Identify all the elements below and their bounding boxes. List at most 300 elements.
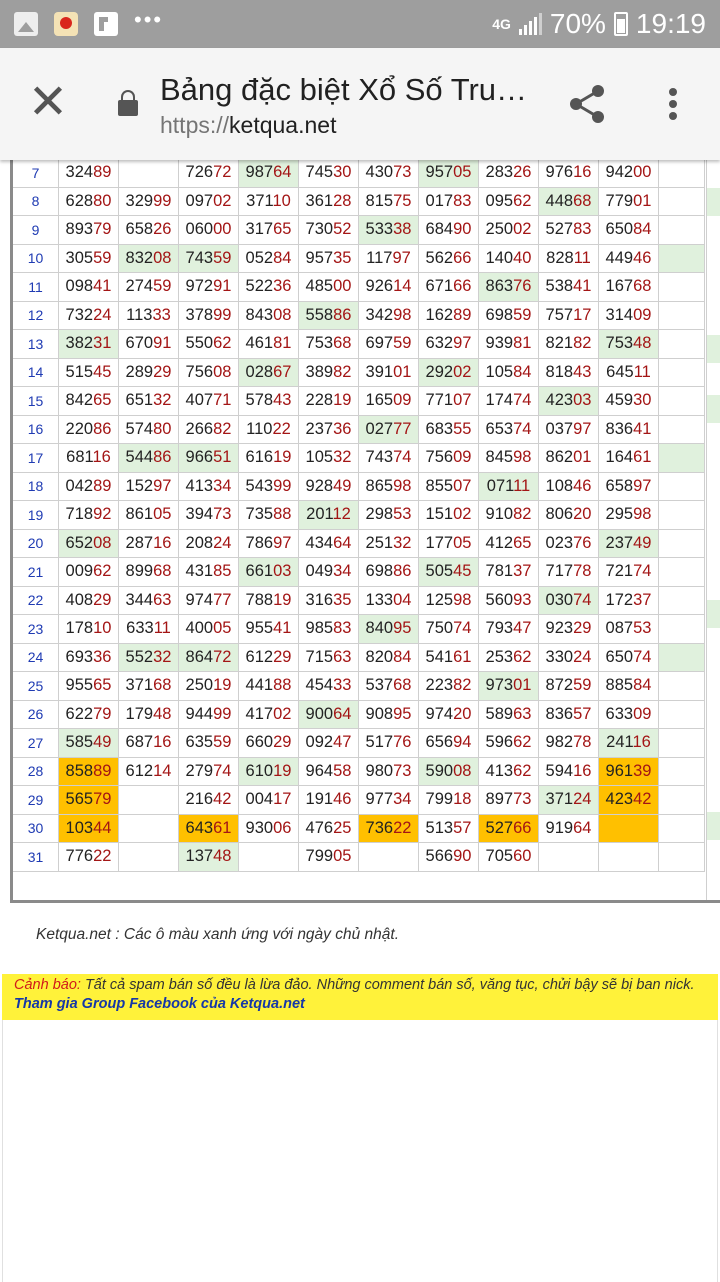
table-frame-left	[10, 158, 13, 903]
result-head-digits: 872	[545, 676, 574, 695]
result-cell	[119, 358, 179, 387]
result-tail-digits: 63	[333, 647, 352, 666]
result-cell	[239, 501, 299, 530]
result-cell	[239, 529, 299, 558]
result-cell	[599, 159, 659, 188]
result-tail-digits: 65	[513, 533, 532, 552]
result-cell	[479, 330, 539, 359]
result-head-digits: 944	[185, 704, 214, 723]
result-head-digits: 371	[545, 790, 574, 809]
result-tail-digits: 41	[273, 619, 292, 638]
day-number: 19	[13, 501, 59, 530]
result-cell	[179, 558, 239, 587]
result-head-digits: 756	[185, 362, 214, 381]
result-head-digits: 179	[125, 704, 154, 723]
result-tail-digits: 80	[153, 419, 172, 438]
result-cell	[479, 159, 539, 188]
result-head-digits: 596	[485, 733, 514, 752]
warning-message: Tất cả spam bán số đều là lừa đảo. Những comment bán số, văng tục, chửi bậy sẽ bị ban nick.	[80, 977, 695, 993]
result-cell	[299, 444, 359, 473]
result-cell	[59, 387, 119, 416]
result-cell	[539, 330, 599, 359]
result-tail-digits: 37	[513, 562, 532, 581]
result-cell	[299, 387, 359, 416]
result-head-digits: 004	[245, 790, 274, 809]
table-row	[13, 843, 705, 872]
result-head-digits: 201	[306, 505, 333, 524]
result-tail-digits: 62	[93, 562, 112, 581]
result-tail-digits: 49	[633, 533, 652, 552]
result-head-digits: 565	[65, 790, 94, 809]
result-tail-digits: 48	[633, 334, 652, 353]
table-row	[13, 700, 705, 729]
result-cell	[299, 244, 359, 273]
result-head-digits: 541	[425, 647, 454, 666]
clock: 19:19	[635, 8, 706, 39]
day-number: 24	[13, 643, 59, 672]
result-tail-digits: 01	[393, 362, 412, 381]
app-notification-icon	[54, 12, 78, 36]
result-cell	[599, 415, 659, 444]
result-head-digits: 220	[65, 419, 94, 438]
next-column-cell	[707, 812, 720, 840]
result-cell	[299, 187, 359, 216]
day-number: 8	[13, 187, 59, 216]
result-tail-digits: 24	[573, 647, 592, 666]
result-tail-digits: 89	[93, 163, 112, 182]
result-cell	[599, 187, 659, 216]
result-cell	[239, 615, 299, 644]
result-head-digits: 167	[605, 277, 634, 296]
result-tail-digits: 01	[513, 676, 532, 695]
result-cell	[299, 814, 359, 843]
next-column-cell	[707, 335, 720, 363]
result-head-digits: 513	[425, 818, 454, 837]
result-tail-digits: 53	[633, 619, 652, 638]
day-number: 13	[13, 330, 59, 359]
network-type: 4G	[492, 16, 511, 32]
result-tail-digits: 79	[93, 790, 112, 809]
result-head-digits: 251	[365, 533, 394, 552]
result-tail-digits: 29	[273, 647, 292, 666]
result-tail-digits: 05	[153, 505, 172, 524]
result-cell	[179, 415, 239, 444]
result-tail-digits: 32	[153, 647, 172, 666]
result-tail-digits: 16	[632, 733, 651, 752]
result-cell	[359, 301, 419, 330]
result-cell	[59, 472, 119, 501]
result-head-digits: 371	[246, 191, 273, 210]
result-head-digits: 687	[125, 733, 154, 752]
result-cell	[419, 814, 479, 843]
result-cell	[179, 244, 239, 273]
result-head-digits: 441	[245, 676, 274, 695]
result-cell	[239, 301, 299, 330]
result-cell	[539, 501, 599, 530]
result-cell	[419, 330, 479, 359]
result-cell	[59, 672, 119, 701]
result-tail-digits: 30	[633, 391, 652, 410]
result-head-digits: 538	[545, 277, 574, 296]
result-cell	[239, 643, 299, 672]
day-number: 28	[13, 757, 59, 786]
next-column-cell	[707, 188, 720, 216]
result-cell	[479, 843, 539, 872]
result-cell	[659, 358, 705, 387]
result-tail-digits: 59	[393, 334, 412, 353]
result-head-digits: 842	[65, 391, 94, 410]
result-tail-digits: 84	[633, 220, 652, 239]
result-cell	[299, 330, 359, 359]
result-tail-digits: 97	[633, 476, 652, 495]
result-cell	[419, 643, 479, 672]
result-cell	[359, 615, 419, 644]
result-cell	[659, 615, 705, 644]
result-tail-digits: 97	[273, 533, 292, 552]
result-cell	[119, 814, 179, 843]
result-tail-digits: 98	[393, 305, 412, 324]
result-head-digits: 730	[305, 220, 334, 239]
result-tail-digits: 02	[453, 505, 472, 524]
result-cell	[239, 843, 299, 872]
result-head-digits: 900	[305, 704, 334, 723]
result-tail-digits: 63	[153, 590, 172, 609]
table-row	[13, 672, 705, 701]
result-tail-digits: 19	[213, 676, 232, 695]
result-head-digits: 314	[605, 305, 634, 324]
result-tail-digits: 75	[393, 191, 412, 210]
lock-icon[interactable]	[118, 100, 138, 116]
result-cell	[359, 387, 419, 416]
result-cell	[119, 558, 179, 587]
result-tail-digits: 82	[333, 362, 352, 381]
result-cell	[299, 529, 359, 558]
result-cell	[599, 843, 659, 872]
result-head-digits: 612	[125, 761, 154, 780]
result-cell	[59, 586, 119, 615]
battery-percent: 70%	[549, 8, 606, 39]
result-tail-digits: 00	[213, 220, 232, 239]
result-cell	[659, 529, 705, 558]
result-cell	[299, 757, 359, 786]
result-cell	[59, 558, 119, 587]
result-cell	[299, 501, 359, 530]
result-cell	[479, 387, 539, 416]
table-row	[13, 444, 705, 473]
result-tail-digits: 57	[453, 818, 472, 837]
result-head-digits: 957	[305, 248, 334, 267]
result-cell	[239, 387, 299, 416]
result-tail-digits: 61	[453, 647, 472, 666]
battery-icon	[614, 12, 628, 36]
result-head-digits: 815	[365, 191, 394, 210]
result-cell	[119, 501, 179, 530]
table-row	[13, 159, 705, 188]
result-tail-digits: 59	[513, 305, 532, 324]
result-tail-digits: 68	[153, 562, 172, 581]
warning-label: Cảnh báo:	[14, 977, 81, 993]
result-tail-digits: 77	[393, 419, 412, 438]
result-tail-digits: 03	[573, 391, 592, 410]
result-head-digits: 172	[605, 590, 634, 609]
result-cell	[539, 586, 599, 615]
result-head-digits: 698	[365, 562, 394, 581]
result-head-digits: 957	[425, 163, 454, 182]
facebook-group-link[interactable]: Tham gia Group Facebook của Ketqua.net	[14, 996, 305, 1012]
result-head-digits: 862	[545, 448, 574, 467]
result-head-digits: 885	[605, 676, 634, 695]
result-head-digits: 389	[305, 362, 334, 381]
table-row	[13, 415, 705, 444]
result-head-digits: 651	[125, 391, 154, 410]
result-head-digits: 423	[605, 790, 634, 809]
result-cell	[239, 558, 299, 587]
result-tail-digits: 24	[213, 533, 232, 552]
result-tail-digits: 52	[333, 220, 352, 239]
result-head-digits: 461	[245, 334, 274, 353]
day-number: 14	[13, 358, 59, 387]
result-tail-digits: 09	[633, 704, 652, 723]
result-tail-digits: 35	[333, 248, 352, 267]
share-icon[interactable]	[566, 82, 610, 126]
result-tail-digits: 64	[333, 533, 352, 552]
overflow-menu-icon[interactable]	[658, 82, 688, 126]
result-tail-digits: 62	[513, 191, 532, 210]
result-head-digits: 753	[605, 334, 634, 353]
result-tail-digits: 05	[453, 163, 472, 182]
result-cell	[299, 672, 359, 701]
result-head-digits: 650	[605, 647, 634, 666]
result-tail-digits: 08	[273, 305, 292, 324]
result-head-digits: 515	[65, 362, 94, 381]
url-text[interactable]	[160, 112, 336, 139]
result-head-digits: 223	[425, 676, 454, 695]
result-head-digits: 407	[185, 391, 214, 410]
result-cell	[179, 216, 239, 245]
result-cell	[179, 700, 239, 729]
result-head-digits: 893	[65, 220, 94, 239]
result-cell	[419, 615, 479, 644]
result-tail-digits: 63	[513, 704, 532, 723]
result-head-digits: 279	[185, 761, 214, 780]
result-tail-digits: 07	[453, 391, 472, 410]
result-head-digits: 071	[486, 476, 514, 495]
result-head-digits: 736	[365, 818, 394, 837]
result-head-digits: 855	[425, 476, 454, 495]
result-tail-digits: 86	[93, 419, 112, 438]
result-tail-digits: 07	[453, 476, 472, 495]
result-cell	[539, 187, 599, 216]
result-head-digits: 786	[245, 533, 274, 552]
result-tail-digits: 49	[333, 476, 352, 495]
result-cell	[539, 415, 599, 444]
table-row	[13, 586, 705, 615]
result-tail-digits: 98	[513, 448, 532, 467]
result-head-digits: 431	[185, 562, 214, 581]
result-cell	[419, 159, 479, 188]
result-cell	[479, 786, 539, 815]
result-head-digits: 671	[425, 277, 454, 296]
result-tail-digits: 62	[513, 733, 532, 752]
result-tail-digits: 89	[93, 476, 112, 495]
result-head-digits: 908	[365, 704, 394, 723]
result-head-digits: 820	[365, 647, 394, 666]
result-head-digits: 771	[425, 391, 454, 410]
close-icon[interactable]: ✕	[27, 74, 69, 130]
result-head-digits: 594	[545, 761, 574, 780]
result-cell	[59, 444, 119, 473]
result-head-digits: 344	[125, 590, 154, 609]
result-tail-digits: 16	[573, 761, 592, 780]
table-row	[13, 729, 705, 758]
result-head-digits: 552	[125, 647, 154, 666]
result-cell	[479, 216, 539, 245]
result-cell	[479, 700, 539, 729]
result-head-digits: 330	[545, 647, 574, 666]
result-head-digits: 745	[305, 163, 334, 182]
result-head-digits: 836	[545, 704, 574, 723]
result-head-digits: 412	[485, 533, 514, 552]
result-cell	[299, 586, 359, 615]
result-cell	[59, 729, 119, 758]
result-cell	[659, 558, 705, 587]
result-tail-digits: 44	[93, 818, 112, 837]
result-cell	[539, 558, 599, 587]
result-cell	[59, 244, 119, 273]
result-head-digits: 174	[485, 391, 514, 410]
result-head-digits: 705	[485, 847, 514, 866]
day-number: 20	[13, 529, 59, 558]
result-tail-digits: 22	[393, 818, 412, 837]
result-head-digits: 683	[425, 419, 454, 438]
result-tail-digits: 68	[573, 191, 592, 210]
result-cell	[179, 643, 239, 672]
result-cell	[479, 501, 539, 530]
result-head-digits: 923	[545, 619, 574, 638]
result-cell	[119, 387, 179, 416]
result-tail-digits: 16	[573, 163, 592, 182]
result-head-digits: 643	[185, 818, 214, 837]
result-cell	[359, 757, 419, 786]
result-tail-digits: 17	[573, 305, 592, 324]
result-tail-digits: 29	[573, 619, 592, 638]
result-cell	[179, 814, 239, 843]
result-cell	[59, 700, 119, 729]
result-cell	[119, 586, 179, 615]
result-head-digits: 985	[305, 619, 334, 638]
result-cell	[59, 843, 119, 872]
result-tail-digits: 59	[153, 277, 172, 296]
result-cell	[359, 330, 419, 359]
result-tail-digits: 86	[333, 305, 352, 324]
result-head-digits: 865	[365, 476, 394, 495]
result-cell	[359, 159, 419, 188]
result-tail-digits: 57	[573, 704, 592, 723]
result-tail-digits: 34	[333, 562, 352, 581]
table-row	[13, 216, 705, 245]
result-tail-digits: 26	[513, 163, 532, 182]
result-tail-digits: 37	[633, 590, 652, 609]
result-head-digits: 342	[365, 305, 394, 324]
result-head-digits: 653	[485, 419, 514, 438]
result-cell	[359, 187, 419, 216]
result-head-digits: 097	[185, 191, 214, 210]
result-tail-digits: 98	[453, 590, 472, 609]
result-tail-digits: 29	[273, 733, 292, 752]
result-cell	[479, 672, 539, 701]
result-cell	[239, 472, 299, 501]
day-number: 21	[13, 558, 59, 587]
result-head-digits: 241	[606, 733, 633, 752]
result-head-digits: 098	[65, 277, 94, 296]
result-cell	[359, 444, 419, 473]
result-head-digits: 371	[125, 676, 154, 695]
result-tail-digits: 73	[513, 790, 532, 809]
result-cell	[659, 786, 705, 815]
result-tail-digits: 09	[633, 305, 652, 324]
result-head-digits: 413	[485, 761, 514, 780]
result-tail-digits: 84	[393, 647, 412, 666]
result-tail-digits: 19	[273, 448, 292, 467]
result-tail-digits: 86	[393, 562, 412, 581]
result-tail-digits: 82	[453, 676, 472, 695]
result-cell	[179, 615, 239, 644]
result-head-digits: 658	[605, 476, 634, 495]
result-tail-digits: 65	[273, 220, 292, 239]
result-tail-digits: 91	[153, 334, 172, 353]
result-tail-digits: 59	[573, 676, 592, 695]
result-cell	[419, 301, 479, 330]
table-row	[13, 273, 705, 302]
result-tail-digits: 76	[513, 277, 532, 296]
result-cell	[599, 216, 659, 245]
day-number: 23	[13, 615, 59, 644]
result-head-digits: 717	[545, 562, 574, 581]
result-tail-digits: 97	[573, 419, 592, 438]
result-head-digits: 974	[185, 590, 214, 609]
result-tail-digits: 18	[453, 790, 472, 809]
result-tail-digits: 16	[153, 733, 172, 752]
result-tail-digits: 36	[333, 419, 352, 438]
result-cell	[59, 529, 119, 558]
result-head-digits: 793	[485, 619, 514, 638]
result-cell	[359, 529, 419, 558]
result-head-digits: 574	[125, 419, 154, 438]
result-tail-digits: 60	[513, 847, 532, 866]
result-tail-digits: 78	[573, 562, 592, 581]
result-tail-digits: 99	[273, 476, 292, 495]
result-cell	[659, 757, 705, 786]
result-tail-digits: 16	[153, 533, 172, 552]
result-cell	[119, 444, 179, 473]
result-head-digits: 799	[305, 847, 334, 866]
result-cell	[179, 472, 239, 501]
result-head-digits: 417	[245, 704, 274, 723]
day-number: 27	[13, 729, 59, 758]
result-head-digits: 650	[605, 220, 634, 239]
result-tail-digits: 48	[153, 704, 172, 723]
result-head-digits: 177	[425, 533, 454, 552]
result-head-digits: 108	[545, 476, 574, 495]
result-cell	[119, 216, 179, 245]
result-cell	[179, 301, 239, 330]
result-cell	[239, 586, 299, 615]
result-head-digits: 589	[485, 704, 514, 723]
result-cell	[599, 444, 659, 473]
result-cell	[659, 216, 705, 245]
result-head-digits: 976	[545, 163, 574, 182]
result-head-digits: 027	[365, 419, 394, 438]
